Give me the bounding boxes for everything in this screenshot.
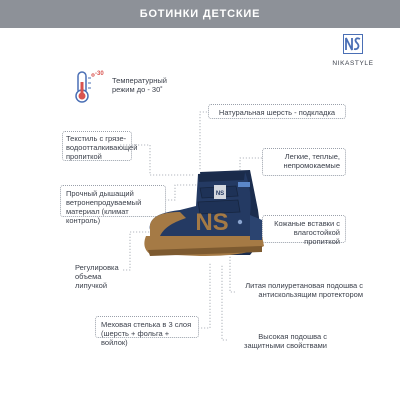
membrane-text: Прочный дышащий ветронепродуваемый материал (климат контроль) [66, 189, 142, 225]
leather-inserts-text: Кожаные вставки с влагостойкой пропиткой [274, 219, 340, 246]
textile-text: Текстиль с грязе-водоотталкивающей пропиткой [66, 134, 138, 161]
insole-text: Меховая стелька в 3 слоя (шерсть + фольга + войлок) [101, 320, 192, 347]
sole-text: Литая полиуретановая подошва с антискользящим протектором [245, 281, 363, 299]
light-warm-text: Легкие, теплые, непромокаемые [283, 152, 340, 170]
velcro-text: Регулировка объема липучкой [75, 263, 119, 290]
wool-lining-text: Натуральная шерсть - подкладка [218, 108, 336, 117]
temperature-feature: Температурный режим до - 30˚ [112, 76, 167, 94]
eyelet [238, 220, 242, 224]
logo-text: NIKASTYLE [332, 60, 374, 67]
boot-heel-panel [250, 215, 262, 240]
side-mark: NS [195, 209, 229, 236]
thermo-value: -30 [95, 71, 104, 77]
tongue-logo: NS [215, 191, 225, 197]
high-sole-text: Высокая подошва с защитными свойствами [244, 332, 327, 350]
reflective-tag [238, 182, 250, 187]
page-title: БОТИНКИ ДЕТСКИЕ [139, 8, 261, 20]
